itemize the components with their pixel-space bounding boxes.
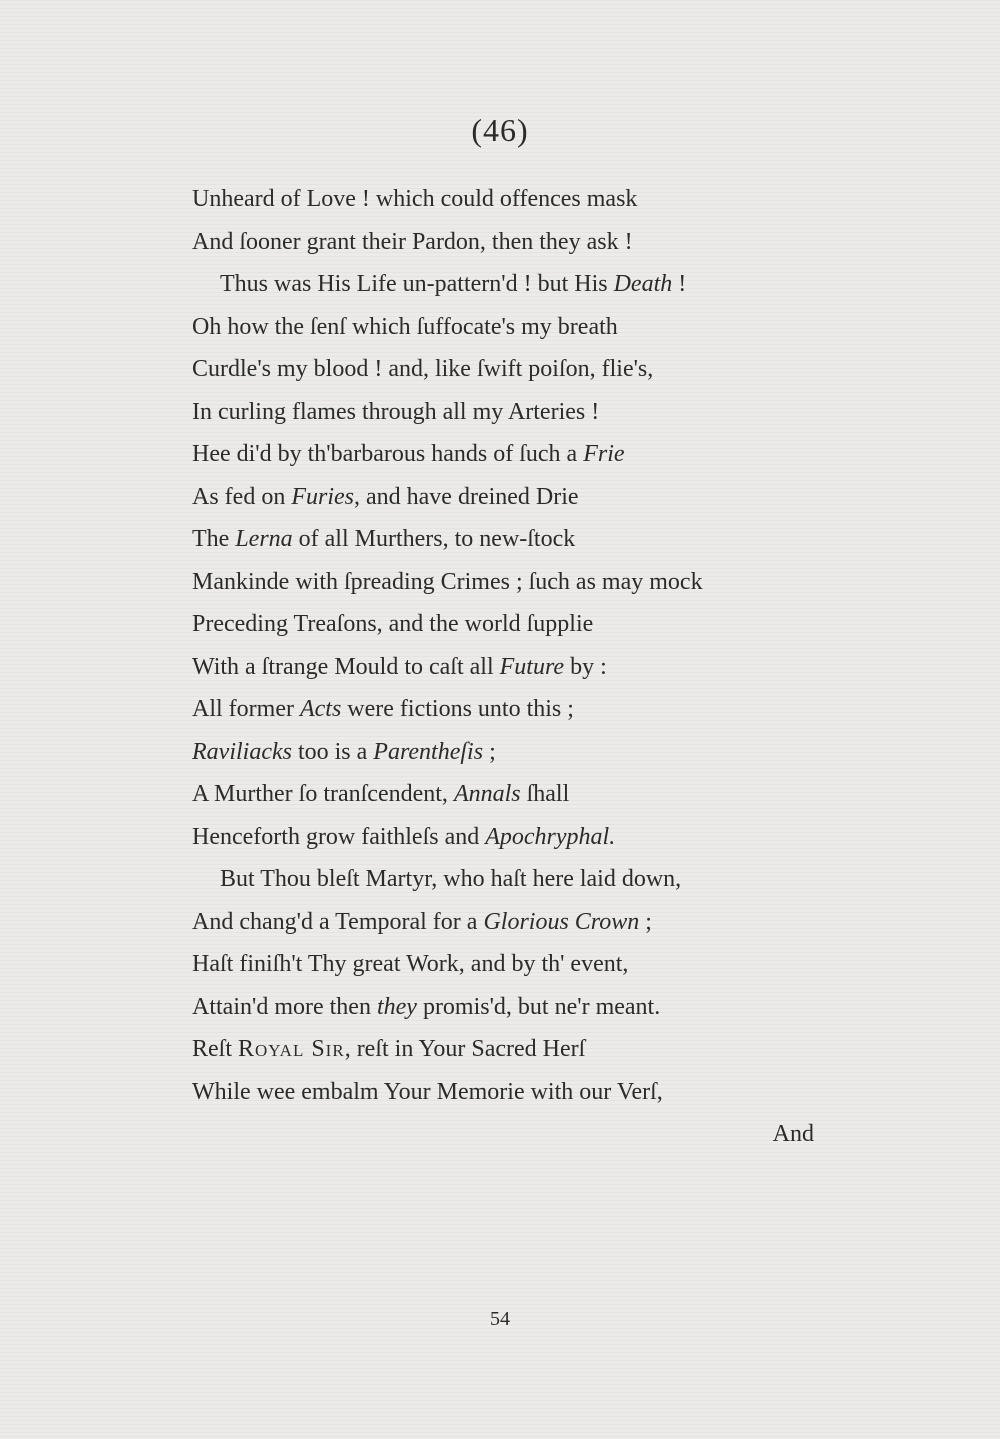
poem-line: [192, 731, 832, 774]
poem-line: [192, 1028, 832, 1071]
italic-phrase: Frie: [583, 441, 625, 467]
poem-line: [192, 221, 832, 264]
italic-phrase: Death: [613, 271, 673, 297]
line-text: All former: [192, 696, 300, 722]
line-text: And ſooner grant their Pardon, then they ask !: [192, 228, 633, 255]
line-text: A Murther ſo tranſcendent,: [192, 781, 454, 807]
poem-line: [192, 773, 832, 816]
line-text: Mankinde with ſpreading Crimes ; ſuch as may mock: [192, 568, 703, 595]
line-text: Preceding Treaſons, and the world ſupplie: [192, 611, 594, 637]
poem-line: [192, 178, 832, 221]
line-text: Curdle's my blood ! and, like ſwift poiſon, flie's,: [192, 356, 654, 382]
poem-line: [192, 391, 832, 434]
line-text: promis'd, but ne'r meant.: [416, 993, 661, 1020]
line-text: by :: [564, 653, 607, 680]
line-text: ;: [639, 908, 652, 935]
line-text: were fictions unto this ;: [341, 696, 574, 722]
line-text: Thus was His Life un-pattern'd ! but His: [220, 271, 614, 297]
poem-line: [192, 263, 832, 306]
poem-line: [192, 943, 832, 986]
line-text: As fed on: [192, 483, 292, 510]
line-text: Henceforth grow faithleſs and: [192, 823, 486, 850]
line-text: of all Murthers, to new-ſtock: [292, 526, 576, 552]
italic-phrase: Apochryphal.: [485, 823, 616, 850]
small-caps-phrase: Royal Sir: [238, 1036, 345, 1062]
folio-number: 54: [490, 1308, 510, 1330]
poem-line: [192, 603, 832, 646]
line-text: But Thou bleſt Martyr, who haſt here laid down,: [220, 866, 682, 892]
line-text: ;: [483, 738, 496, 765]
poem-line: [192, 986, 832, 1029]
italic-phrase: Raviliacks: [192, 738, 292, 765]
page-number: (46): [471, 112, 529, 148]
line-text: Oh how the ſenſ which ſuffocate's my breath: [192, 313, 618, 340]
line-text: With a ſtrange Mould to caſt all: [192, 653, 500, 680]
line-text: ſhall: [520, 781, 570, 807]
poem-text: [192, 178, 832, 1156]
line-text: , and have dreined Drie: [354, 483, 579, 510]
line-text: Attain'd more then: [192, 993, 377, 1020]
poem-line: [192, 476, 832, 519]
italic-phrase: they: [376, 993, 417, 1020]
poem-line: [192, 688, 832, 731]
poem-line: [192, 348, 832, 391]
poem-lines: [192, 178, 832, 1113]
poem-line: [192, 646, 832, 689]
line-text: Reſt: [192, 1036, 238, 1062]
line-text: !: [672, 271, 687, 297]
poem-line: [192, 901, 832, 944]
poem-line: [192, 858, 832, 901]
italic-phrase: Furies: [291, 483, 354, 510]
line-text: too is a: [291, 738, 374, 765]
line-text: And chang'd a Temporal for a: [192, 908, 484, 935]
catchword: And: [772, 1121, 814, 1147]
italic-phrase: Future: [499, 653, 565, 680]
line-text: Hee di'd by th'barbarous hands of ſuch a: [192, 441, 584, 467]
poem-line: [192, 306, 832, 349]
poem-line: [192, 518, 832, 561]
line-text: , reſt in Your Sacred Herſ: [344, 1036, 586, 1062]
italic-phrase: Glorious Crown: [483, 908, 640, 935]
line-text: Haſt finiſh't Thy great Work, and by th' event,: [192, 951, 629, 977]
line-text: In curling flames through all my Arteries !: [192, 398, 600, 425]
italic-phrase: Lerna: [235, 526, 293, 552]
italic-phrase: Acts: [299, 696, 342, 722]
poem-line: [192, 561, 832, 604]
poem-line: [192, 433, 832, 476]
poem-line: [192, 816, 832, 859]
line-text: The: [192, 526, 236, 552]
line-text: While wee embalm Your Memorie with our Verſ,: [192, 1078, 663, 1105]
italic-phrase: Parentheſis: [373, 738, 484, 765]
line-text: Unheard of Love ! which could offences mask: [192, 186, 638, 212]
italic-phrase: Annals: [453, 781, 521, 807]
poem-line: [192, 1071, 832, 1114]
